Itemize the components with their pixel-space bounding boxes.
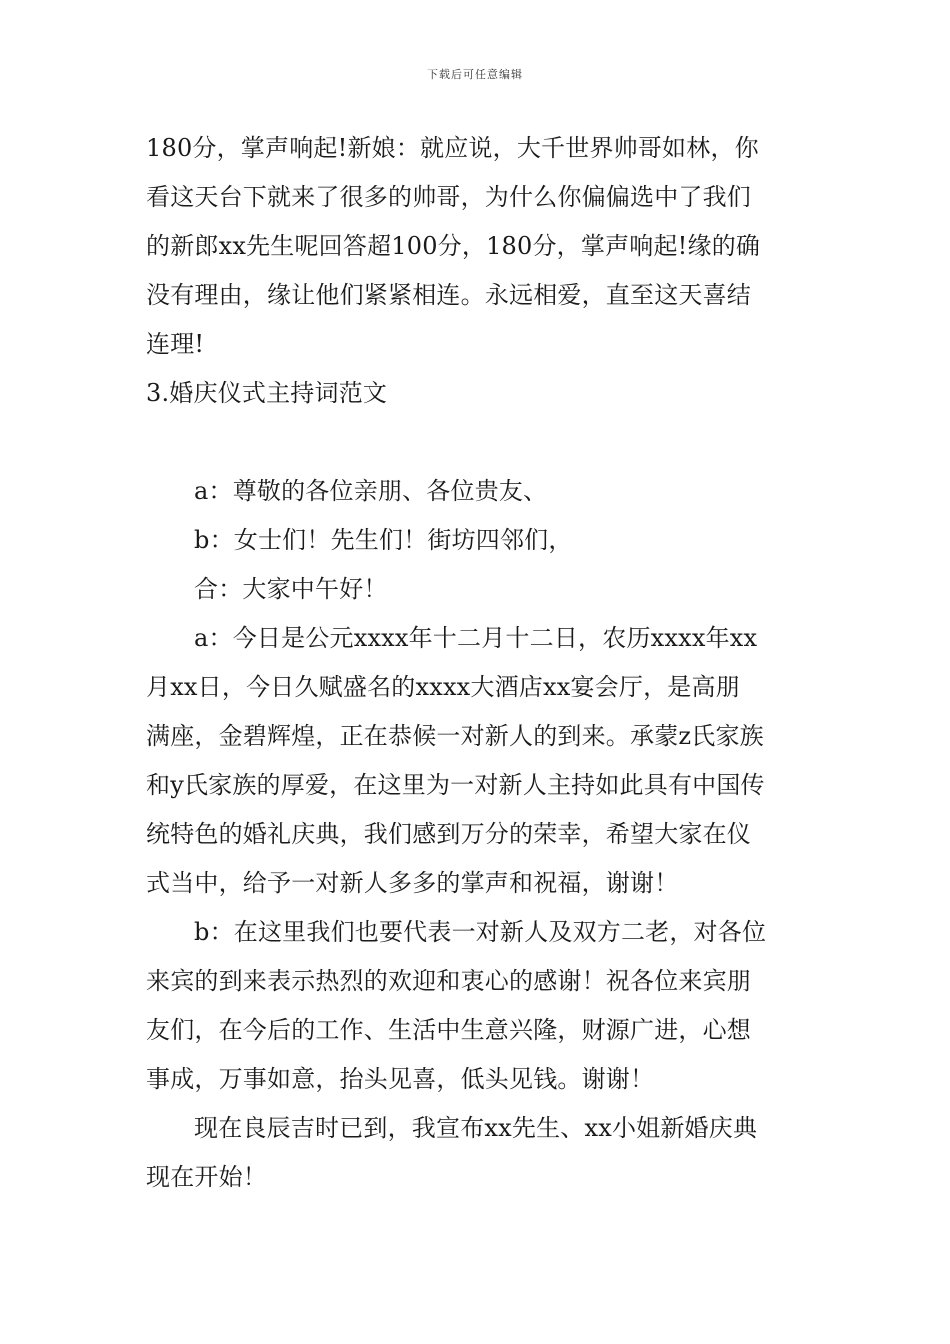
body-line: a：今日是公元xxxx年十二月十二日，农历xxxx年xx [194, 624, 758, 652]
document-body [146, 124, 808, 1202]
body-line: 连理! [146, 330, 205, 358]
body-line: 现在良辰吉时已到，我宣布xx先生、xx小姐新婚庆典 [194, 1114, 758, 1142]
body-line: b：在这里我们也要代表一对新人及双方二老，对各位 [194, 918, 767, 946]
body-line: 看这天台下就来了很多的帅哥，为什么你偏偏选中了我们 [146, 183, 751, 211]
body-line: a：尊敬的各位亲朋、各位贵友、 [194, 477, 548, 505]
body-line: 友们，在今后的工作、生活中生意兴隆，财源广进，心想 [146, 1016, 751, 1044]
body-line: 式当中，给予一对新人多多的掌声和祝福，谢谢！ [146, 869, 679, 897]
body-line: 统特色的婚礼庆典，我们感到万分的荣幸，希望大家在仪 [146, 820, 751, 848]
body-line: 事成，万事如意，抬头见喜，低头见钱。谢谢！ [146, 1065, 655, 1093]
body-line: 月xx日，今日久赋盛名的xxxx大酒店xx宴会厅，是高朋 [146, 673, 740, 701]
body-line: 合：大家中午好！ [194, 575, 388, 603]
body-line: 180分，掌声响起!新娘：就应说，大千世界帅哥如林，你 [146, 134, 759, 162]
header-note: 下载后可任意编辑 [427, 68, 523, 81]
body-line: 来宾的到来表示热烈的欢迎和衷心的感谢！祝各位来宾朋 [146, 967, 751, 995]
body-line: 的新郎xx先生呢回答超100分，180分，掌声响起!缘的确 [146, 232, 761, 260]
body-line: 现在开始！ [146, 1163, 267, 1191]
body-line: 满座，金碧辉煌，正在恭候一对新人的到来。承蒙z氏家族 [146, 722, 764, 750]
section-heading: 3.婚庆仪式主持词范文 [146, 379, 388, 407]
body-line: b：女士们！先生们！街坊四邻们， [194, 526, 573, 554]
body-line: 和y氏家族的厚爱，在这里为一对新人主持如此具有中国传 [146, 771, 765, 799]
body-line: 没有理由，缘让他们紧紧相连。永远相爱，直至这天喜结 [146, 281, 751, 309]
blank-line [146, 418, 808, 467]
